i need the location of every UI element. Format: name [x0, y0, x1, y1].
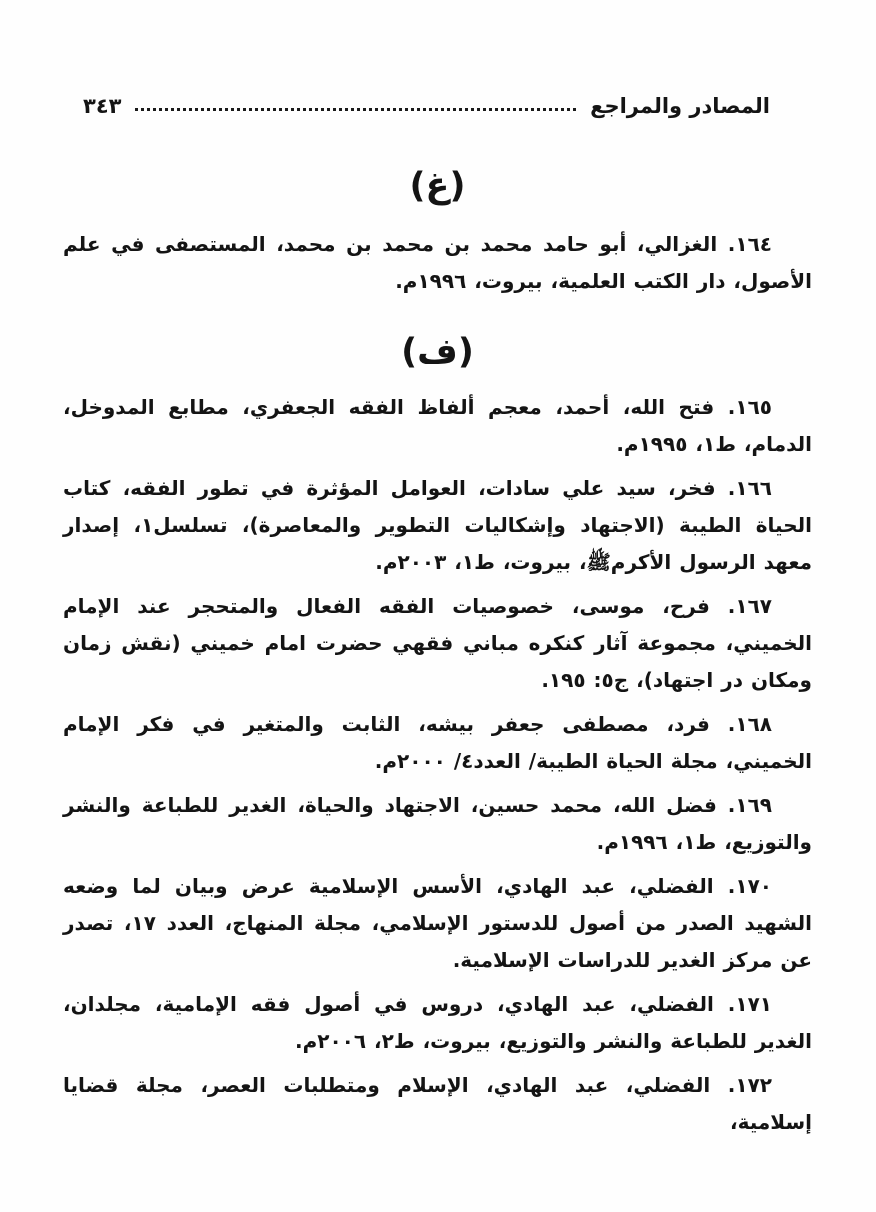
bibliography-entry-170 [63, 868, 812, 979]
entry-text: الغزالي، أبو حامد محمد بن محمد بن محمد، المستصفى في علم الأصول، دار الكتب العلمية، بيروت، ١٩٩٦م. [63, 231, 812, 293]
section-ghayn [63, 164, 812, 300]
entry-text: فخر، سيد علي سادات، العوامل المؤثرة في تطور الفقه، كتاب الحياة الطيبة (الاجتهاد وإشكاليات التطوير والمعاصرة)، تسلسل١، إصدار معهد الرسول الأكرمﷺ، بيروت، ط١، ٢٠٠٣م. [63, 476, 812, 574]
bibliography-entry-164 [63, 226, 812, 300]
entry-text: فتح الله، أحمد، معجم ألفاظ الفقه الجعفري، مطابع المدوخل، الدمام، ط١، ١٩٩٥م. [63, 395, 812, 456]
bibliography-entry-171 [63, 986, 812, 1060]
entries-fa [63, 389, 812, 1141]
entry-number: ١٦٥. [727, 395, 772, 419]
section-letter-ghayn: (غ) [409, 166, 466, 206]
entry-text: فضل الله، محمد حسين، الاجتهاد والحياة، الغدير للطباعة والنشر والتوزيع، ط١، ١٩٩٦م. [63, 793, 812, 854]
page-number: ٣٤٣ [83, 94, 122, 118]
section-fa [63, 330, 812, 1142]
header-title: المصادر والمراجع [590, 94, 770, 118]
bibliography-entry-172 [63, 1067, 812, 1141]
entry-text: الفضلي، عبد الهادي، دروس في أصول فقه الإمامية، مجلدان، الغدير للطباعة والنشر والتوزيع، بيروت، ط٢، ٢٠٠٦م. [63, 992, 812, 1053]
entry-number: ١٧١. [727, 992, 772, 1016]
bibliography-entry-165 [63, 389, 812, 463]
dot-leader [135, 108, 576, 111]
bibliography-entry-169 [63, 787, 812, 861]
entry-text: فرح، موسى، خصوصيات الفقه الفعال والمتحجر عند الإمام الخميني، مجموعة آثار كنكره مباني فقهي حضرت امام خميني (نقش زمان ومكان در اجتهاد)، ج٥: ١٩٥. [63, 594, 812, 692]
bibliography-entry-167 [63, 588, 812, 699]
entry-number: ١٧٠. [727, 874, 772, 898]
entry-number: ١٦٧. [727, 594, 773, 618]
bibliography-entry-168 [63, 706, 812, 780]
entry-text: الفضلي، عبد الهادي، الأسس الإسلامية عرض وبيان لما وضعه الشهيد الصدر من أصول للدستور الإسلامي، مجلة المنهاج، العدد ١٧، تصدر عن مركز الغدير للدراسات الإسلامية. [63, 874, 813, 972]
entry-text: الفضلي، عبد الهادي، الإسلام ومتطلبات العصر، مجلة قضايا إسلامية، [63, 1073, 812, 1134]
entry-number: ١٦٩. [727, 793, 772, 817]
entry-number: ١٧٢. [727, 1073, 772, 1097]
entry-number: ١٦٨. [727, 712, 773, 736]
bibliography-entry-166 [63, 470, 812, 581]
entry-text: فرد، مصطفى جعفر بيشه، الثابت والمتغير في فكر الإمام الخميني، مجلة الحياة الطيبة/ العدد٤/ ٢٠٠٠م. [63, 712, 812, 773]
running-header [63, 94, 812, 118]
entries-ghayn [63, 226, 812, 300]
section-letter-fa: (ف) [401, 331, 474, 372]
entry-number: ١٦٤. [727, 231, 772, 256]
entry-number: ١٦٦. [727, 476, 772, 500]
